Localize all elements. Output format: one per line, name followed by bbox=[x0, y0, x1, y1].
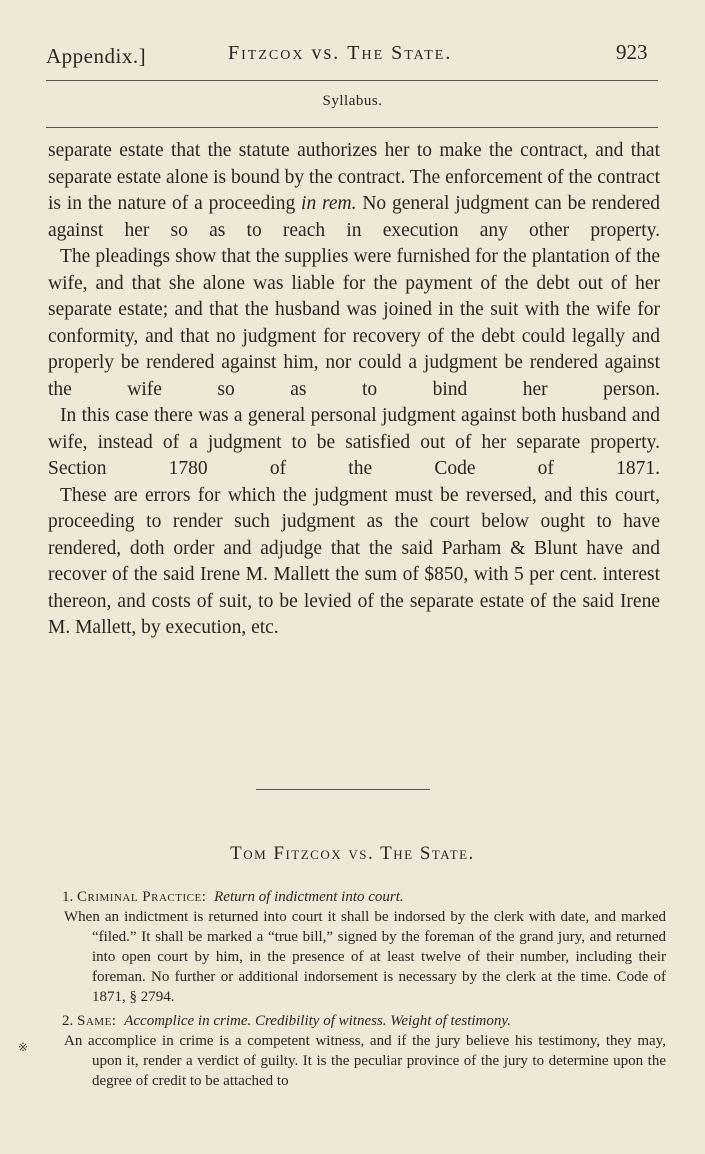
headnote-1-heading bbox=[62, 887, 666, 907]
section-label: Syllabus. bbox=[322, 93, 383, 109]
paragraph-2-text: The pleadings show that the supplies were furnished for the plantation of the wife, and that she alone was liable for the payment of the debt out of her separate estate; and that the husband was joined in the suit with the wife for conformity, and that no judgment for recovery of the debt could legally and properly be rendered against him, nor could a judgment be rendered against the wife so as to bind her person. bbox=[48, 246, 660, 400]
section-rule bbox=[46, 127, 658, 128]
paragraph-4 bbox=[48, 483, 660, 642]
case-title: Tom Fitzcox vs. The State. bbox=[230, 843, 475, 864]
paragraph-1-text: separate estate that the statute authorizes her to make the contract, and that separate estate alone is bound by the contract. The enforcement of the contract is in the nature of a proceeding bbox=[48, 140, 661, 214]
running-head-party-one: Fitzcox bbox=[228, 42, 305, 64]
paragraph-1-end: No general judgment can be rendered against her so as to reach in execution any other property. bbox=[48, 193, 660, 241]
headnote-1-text: When an indictment is returned into court it shall be indorsed by the clerk with date, and marked “filed.” It shall be marked a “true bill,” signed by the foreman of the grand jury, and returned into open court by him, in the presence of at least twelve of their number, including their foreman. No further or additional indorsement is necessary by the clerk at the time. Code of 1871, § 2794. bbox=[64, 909, 666, 1005]
header-rule bbox=[46, 80, 658, 81]
paragraph-2 bbox=[48, 244, 660, 403]
headnotes bbox=[62, 887, 666, 1095]
headnote-1-topic: Return of indictment into court. bbox=[214, 889, 404, 905]
headnote-2-heading bbox=[62, 1011, 666, 1031]
running-head-title bbox=[228, 42, 452, 65]
headnote-2-label: Same: bbox=[77, 1013, 117, 1029]
headnote-1-label: Criminal Practice: bbox=[77, 889, 207, 905]
paragraph-1 bbox=[48, 138, 660, 244]
headnote-2-topic: Accomplice in crime. Credibility of witness. Weight of testimony. bbox=[124, 1013, 511, 1029]
paragraph-3 bbox=[48, 403, 660, 483]
headnote-1 bbox=[62, 887, 666, 1007]
case-divider-rule bbox=[256, 789, 430, 790]
running-head-vs: vs. bbox=[311, 42, 341, 64]
headnote-2-text: An accomplice in crime is a competent witness, and if the jury believe his testimony, they may, upon it, render a verdict of guilty. It is the peculiar province of the jury to determine upon the degree of credit to be attached to bbox=[64, 1033, 666, 1089]
paragraph-4-text: These are errors for which the judgment must be reversed, and this court, proceeding to render such judgment as the court below ought to have rendered, doth order and adjudge that the said Parham & Blunt have and recover of the said Irene M. Mallett the sum of $850, with 5 per cent. interest thereon, and costs of suit, to be levied of the separate estate of the said Irene M. Mallett, by execution, etc. bbox=[48, 484, 660, 638]
running-head-left: Appendix.] bbox=[46, 44, 147, 68]
opinion-text bbox=[48, 138, 660, 642]
headnote-1-number: 1. bbox=[62, 889, 74, 905]
paragraph-3-text: In this case there was a general personal judgment against both husband and wife, instead of a judgment to be satisfied out of her separate property. Section 1780 of the Code of 1871. bbox=[48, 405, 660, 479]
page-number: 923 bbox=[616, 40, 648, 64]
headnote-2 bbox=[62, 1011, 666, 1091]
running-head-party-two: The State. bbox=[347, 42, 453, 64]
latin-phrase: in rem. bbox=[301, 193, 357, 214]
headnote-2-number: 2. bbox=[62, 1013, 74, 1029]
margin-mark-icon: ※ bbox=[18, 1040, 29, 1054]
